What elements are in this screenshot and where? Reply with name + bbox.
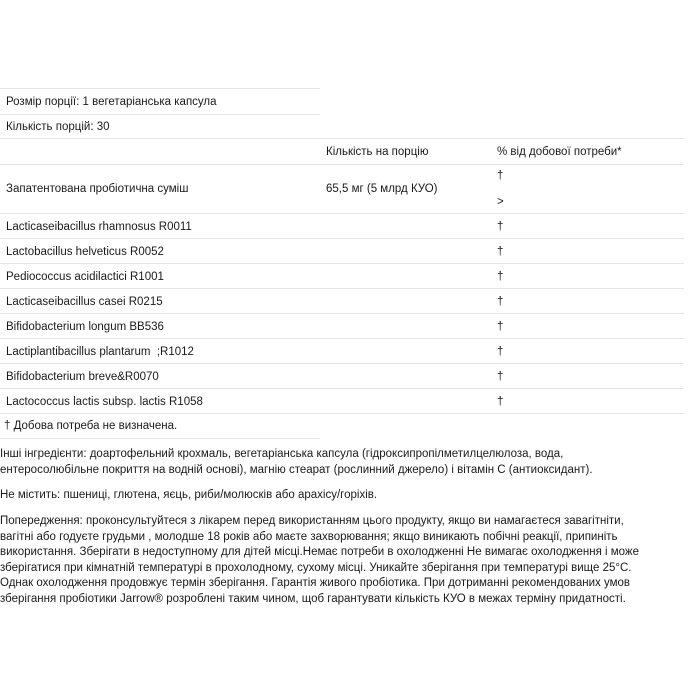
serving-size: Розмір порції: 1 вегетаріанська капсула [6, 96, 217, 108]
strain-name: Pediococcus acidilactici R1001 [6, 271, 164, 283]
strain-dv: † [497, 271, 504, 283]
divider [0, 438, 320, 439]
divider [0, 164, 684, 165]
strain-name: Bifidobacterium longum BB536 [6, 321, 164, 333]
blend-name: Запатентована пробіотична суміш [6, 183, 189, 195]
divider [0, 263, 684, 264]
divider [0, 413, 684, 414]
divider [0, 213, 684, 214]
divider [0, 88, 320, 89]
strain-dv: † [497, 296, 504, 308]
supplement-facts: Розмір порції: 1 вегетаріанська капсула Кількість порцій: 30 Кількість на порцію % від добової потреби* † Запатентована пробіотична суміш 65,5 мг (5 млрд КУО) > Lacticaseibacillus rhamnosus R0011 † Lactobacillus helveticus R0052 † Pediococcus acidilactici R1001 † Lacticaseibacillus casei R0215 † Bifidobacterium longum BB536 † Lactiplantibacillus plantarum ;R1012 † Bifidobacterium breve&R0070 † Lactococcus lactis subsp. lactis R1058 † † Добова потреба не визначена. Інші інгредієнти: доартофельний крохмаль, вегетаріанська капсула (гідроксипропілметилцелюлоза, вода, ентеросолюбільне покриття на водній основі), магнію стеарат (рослинний джерело) і вітамін С (антиоксидант). Не містить: пшениці, глютена, яєць, риби/молюсків або арахісу/горіхів. Попередження: проконсультуйтеся з лікарем перед використанням цього продукту, якщо ви намагаєтеся завагітніти, вагітні або годуєте грудьми , молодше 18 років або маєте захворювання; якщо виникають побічні реакції, припиніть використання. Зберігати в недоступному для дітей місці.Немає потреби в охолодженні Не вимагає охолодження і може зберігатися при кімнатній температурі в прохолодному, сухому місці. Уникайте зберігання при температурі вище 25°C. Однак охолодження продовжує термін зберігання. Гарантія живого пробіотика. При дотриманні рекомендованих умов зберігання пробіотики Jarrow® розроблені таким чином, щоб гарантувати кількість КУО в межах терміну придатності. [0, 0, 688, 688]
servings-count: Кількість порцій: 30 [6, 121, 110, 133]
divider [0, 138, 684, 139]
daily-value-header: % від добової потреби* [497, 146, 622, 158]
divider [0, 288, 684, 289]
divider [0, 363, 684, 364]
blend-amount: 65,5 мг (5 млрд КУО) [326, 183, 438, 195]
strain-name: Lactiplantibacillus plantarum ;R1012 [6, 346, 194, 358]
amount-header: Кількість на порцію [326, 146, 429, 158]
strain-dv: † [497, 371, 504, 383]
strain-dv: † [497, 221, 504, 233]
footnote: † Добова потреба не визначена. [4, 420, 178, 432]
strain-dv: † [497, 346, 504, 358]
divider [0, 238, 684, 239]
strain-dv: † [497, 396, 504, 408]
strain-dv: † [497, 321, 504, 333]
other-ingredients: Інші інгредієнти: доартофельний крохмаль, вегетаріанська капсула (гідроксипропілметилцелюлоза, вода, ентеросолюбільне покриття на водній основі), магнію стеарат (рослинний джерело) і вітамін С (антиоксидант). [0, 448, 593, 476]
strain-name: Lacticaseibacillus rhamnosus R0011 [6, 221, 192, 233]
strain-name: Bifidobacterium breve&R0070 [6, 371, 159, 383]
free-from: Не містить: пшениці, глютена, яєць, риби/молюсків або арахісу/горіхів. [0, 489, 378, 501]
strain-name: Lactococcus lactis subsp. lactis R1058 [6, 396, 203, 408]
divider [0, 114, 320, 115]
strain-name: Lacticaseibacillus casei R0215 [6, 296, 163, 308]
strain-dv: † [497, 246, 504, 258]
divider [0, 313, 684, 314]
divider [0, 388, 684, 389]
strain-name: Lactobacillus helveticus R0052 [6, 246, 164, 258]
divider [0, 338, 684, 339]
warning: Попередження: проконсультуйтеся з лікарем перед використанням цього продукту, якщо ви намагаєтеся завагітніти, вагітні або годуєте грудьми , молодше 18 років або маєте захворювання; якщо виникають побічні реакції, припиніть використання. Зберігати в недоступному для дітей місці.Немає потреби в охолодженні Не вимагає охолодження і може зберігатися при кімнатній температурі в прохолодному, сухому місці. Уникайте зберігання при температурі вище 25°C. Однак охолодження продовжує термін зберігання. Гарантія живого пробіотика. При дотриманні рекомендованих умов зберігання пробіотики Jarrow® розроблені таким чином, щоб гарантувати кількість КУО в межах терміну придатності. [0, 515, 640, 605]
